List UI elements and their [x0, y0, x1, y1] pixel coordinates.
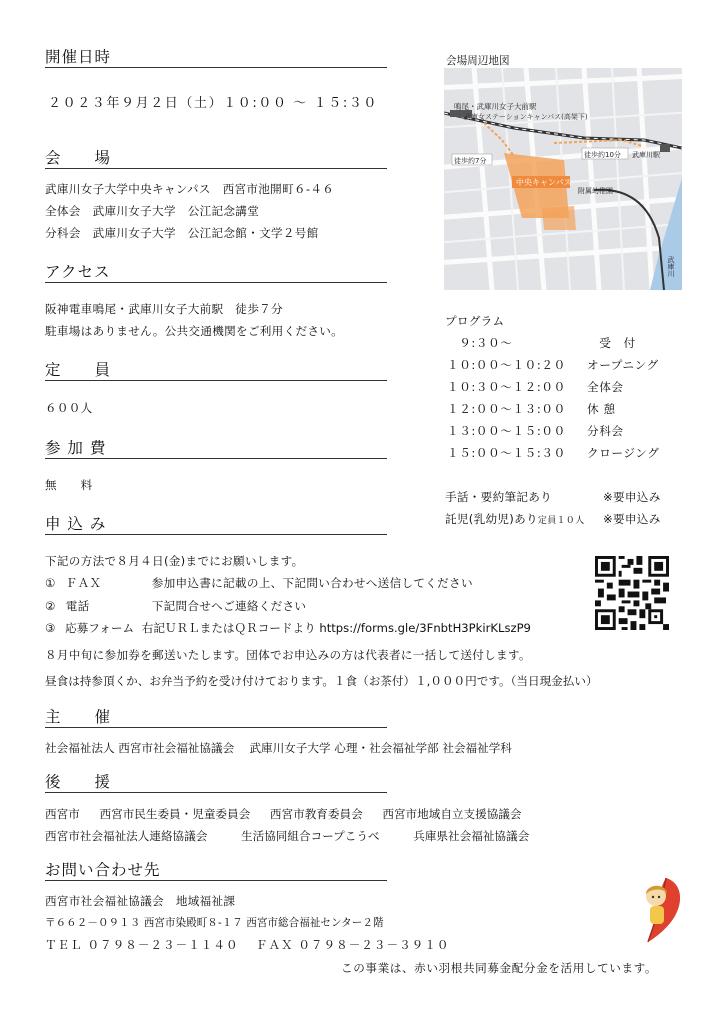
- access-heading: アクセス: [45, 263, 111, 281]
- sponsor-name: 西宮市教育委員会: [269, 807, 363, 821]
- program-label: クロージング: [587, 446, 660, 460]
- program-label: 分科会: [587, 424, 624, 438]
- map-label-walk7: 徒歩約7分: [454, 157, 487, 165]
- capacity-value: ６００人: [45, 401, 93, 415]
- program-heading: プログラム: [445, 314, 505, 328]
- program-row: [447, 335, 636, 351]
- access-parking: 駐車場はありません。公共交通機関をご利用ください。: [45, 324, 344, 338]
- program-label: 全体会: [587, 380, 624, 394]
- support-label: 手話・要約筆記あり: [445, 490, 553, 504]
- venue-heading: 会 場: [45, 149, 112, 167]
- method-number: ③: [45, 621, 56, 635]
- program-row: [447, 401, 616, 417]
- divider: [45, 792, 387, 793]
- fee-heading: 参 加 費: [45, 439, 107, 457]
- fee-value: 無 料: [45, 478, 93, 492]
- divider: [45, 880, 387, 881]
- support-note: ※要申込み: [603, 512, 661, 526]
- sponsors-line2: [45, 828, 529, 844]
- program-label: オープニング: [587, 358, 659, 372]
- map-label-mukogawa-station: 武庫川駅: [632, 151, 660, 159]
- program-row: [447, 445, 659, 461]
- support-sign-language: [445, 489, 661, 505]
- method-desc: 下記問合せへご連絡ください: [151, 599, 307, 613]
- program-time: １０:３０～１２:００: [447, 380, 566, 394]
- map-label-campus: 中央キャンパス: [516, 178, 572, 187]
- divider: [45, 727, 387, 728]
- event-datetime: ２０２３年９月２日（土）１０:００ ～ １５:３０: [48, 96, 379, 111]
- program-row: [447, 423, 624, 439]
- divider: [45, 282, 387, 283]
- apply-note-tickets: ８月中旬に参加券を郵送いたします。団体でお申込みの方は代表者に一括して送付します。: [45, 648, 531, 662]
- program-time: １５:００～１５:３０: [447, 446, 566, 460]
- method-desc-url[interactable]: 右記ＵＲＬまたはＱＲコードより https://forms.gle/3FnbtH3PkirKLszP9: [141, 621, 531, 635]
- divider: [45, 458, 387, 459]
- map-label-walk10: 徒歩約10分: [584, 151, 621, 159]
- program-row: [447, 379, 624, 395]
- schedule-heading: 開催日時: [45, 48, 112, 66]
- sponsor-name: 兵庫県社会福祉協議会: [413, 829, 530, 843]
- apply-intro: 下記の方法で８月４日(金)までにお願いします。: [45, 554, 304, 568]
- sponsor-name: 西宮市地域自立支援協議会: [382, 807, 522, 821]
- map-title: 会場周辺地図: [446, 55, 510, 67]
- footer-note: この事業は、赤い羽根共同募金配分金を活用しています。: [341, 961, 658, 975]
- red-feather-mascot-icon: [636, 874, 688, 946]
- sponsor-name: 西宮市社会福祉法人連絡協議会: [45, 829, 208, 843]
- divider: [45, 380, 387, 381]
- organizer-heading: 主 催: [45, 708, 112, 726]
- map-label-station-sub: 武庫女ステーションキャンパス(高架下): [464, 113, 588, 121]
- access-train: 阪神電車鳴尾・武庫川女子大前駅 徒歩７分: [45, 302, 283, 316]
- apply-method-fax: [45, 575, 473, 591]
- venue-plenary: 全体会 武庫川女子大学 公江記念講堂: [45, 204, 260, 218]
- venue-map[interactable]: [444, 68, 682, 290]
- support-label: 託児(乳幼児)あり: [445, 512, 538, 526]
- method-name: ＦＡＸ: [65, 576, 102, 590]
- program-time: ９:３０～: [447, 336, 513, 350]
- map-label-river: 武庫川: [667, 256, 675, 277]
- program-time: １３:００～１５:００: [447, 424, 566, 438]
- apply-note-lunch: 昼食は持参頂くか、お弁当予約を受け付けております。１食（お茶付）１,０００円です。（当日現金払い）: [45, 674, 598, 688]
- sponsor-name: 西宮市民生委員・児童委員会: [99, 807, 251, 821]
- method-name: 電話: [65, 599, 90, 613]
- divider: [45, 67, 387, 68]
- program-label: 休 憩: [587, 402, 616, 416]
- apply-method-phone: [45, 598, 306, 614]
- divider: [45, 534, 387, 535]
- venue-sessions: 分科会 武庫川女子大学 公江記念館・文学２号館: [45, 226, 319, 240]
- qr-code[interactable]: [595, 556, 669, 630]
- divider: [45, 168, 387, 169]
- sponsor-name: 西宮市: [45, 807, 80, 821]
- contact-org: 西宮市社会福祉協議会 地域福祉課: [45, 894, 236, 908]
- venue-address: 武庫川女子大学中央キャンパス 西宮市池開町６-４６: [45, 182, 335, 196]
- support-childcare: [445, 511, 661, 527]
- method-number: ②: [45, 599, 56, 613]
- program-row: [447, 357, 659, 373]
- apply-method-form: [45, 620, 531, 636]
- method-name: 応募フォーム: [65, 621, 135, 635]
- program-time: １２:００～１３:００: [447, 402, 566, 416]
- support-capacity: 定員１０人: [537, 516, 585, 526]
- map-label-kindergarten: 附属幼稚園: [578, 187, 613, 195]
- method-desc: 参加申込書に記載の上、下記問い合わせへ送信してください: [151, 576, 473, 590]
- capacity-heading: 定 員: [45, 361, 112, 379]
- organizer-text: 社会福祉法人 西宮市社会福祉協議会 武庫川女子大学 心理・社会福祉学部 社会福祉学科: [45, 741, 512, 755]
- support-note: ※要申込み: [603, 490, 661, 504]
- method-number: ①: [45, 576, 56, 590]
- sponsor-name: 生活協同組合コープこうべ: [241, 829, 380, 843]
- map-label-station: 鳴尾・武庫川女子大前駅: [454, 102, 537, 111]
- program-time: １０:００～１０:２０: [447, 358, 566, 372]
- program-label: 受 付: [587, 336, 636, 350]
- contact-address: 〒６６２－０９１３ 西宮市染殿町８-１７ 西宮市総合福祉センター２階: [45, 917, 384, 929]
- apply-heading: 申 込 み: [45, 515, 107, 533]
- contact-tel-fax: ＴＥＬ ０７９８－２３－１１４０ ＦＡＸ ０７９８－２３－３９１０: [45, 938, 450, 952]
- contact-heading: お問い合わせ先: [45, 861, 161, 879]
- sponsors-line1: [45, 806, 522, 822]
- sponsors-heading: 後 援: [45, 773, 112, 791]
